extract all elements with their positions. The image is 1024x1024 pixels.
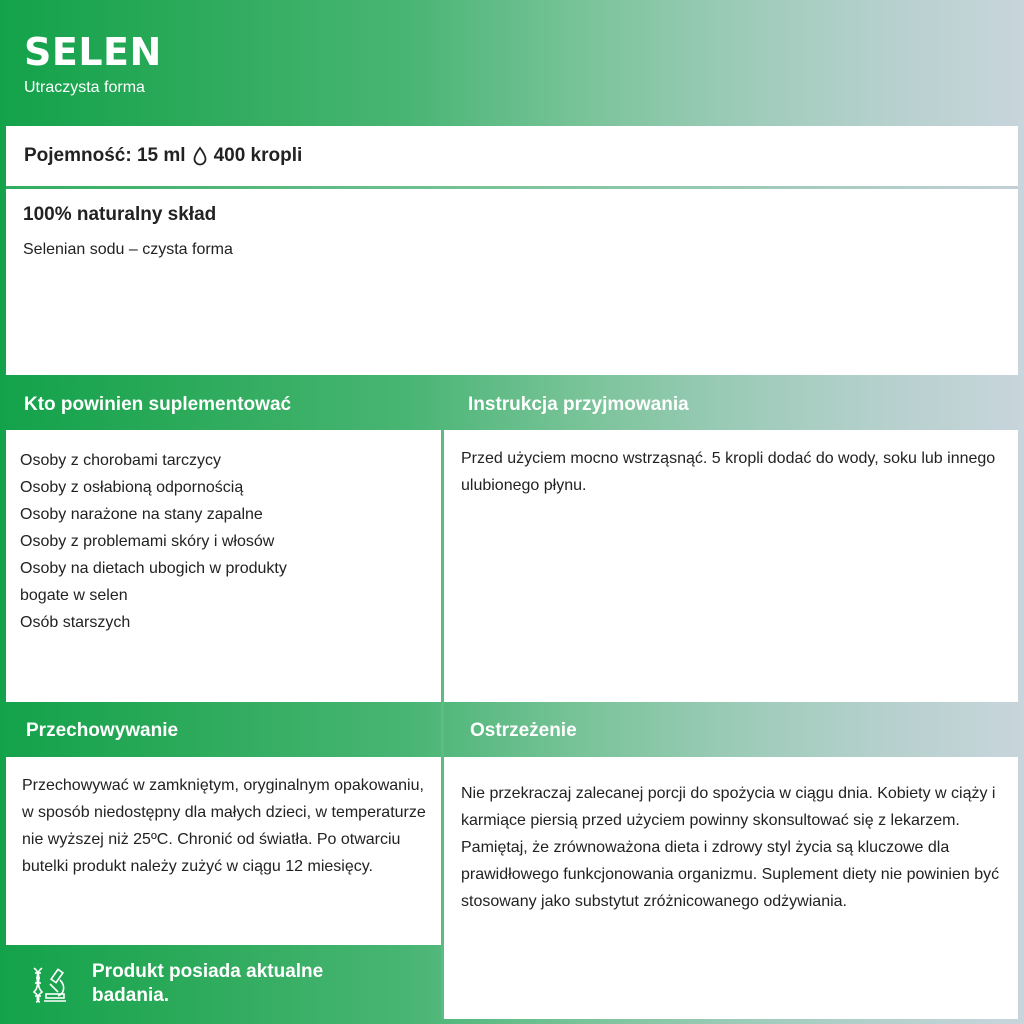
- list-item: Osoby na dietach ubogich w produkty: [20, 560, 287, 577]
- who-box: [6, 430, 441, 702]
- capacity-label: Pojemność: 15 ml: [24, 145, 186, 166]
- storage-text: Przechowywać w zamkniętym, oryginalnym opakowaniu, w sposób niedostępny dla małych dzieci, w temperaturze nie wyższej niż 25ºC. Chronić od światła. Po otwarciu butelki produkt należy zużyć w ciągu 12 miesięcy.: [22, 777, 426, 875]
- drop-icon: [192, 146, 208, 166]
- ingredients-box: [6, 189, 1018, 375]
- ingredients-heading: 100% naturalny skład: [23, 204, 217, 225]
- list-item: Osoby z problemami skóry i włosów: [20, 533, 275, 550]
- who-heading: Kto powinien suplementować: [24, 394, 292, 415]
- ingredients-text: Selenian sodu – czysta forma: [23, 241, 233, 258]
- badge-text: Produkt posiada aktualne badania.: [92, 961, 324, 1006]
- list-item: bogate w selen: [20, 587, 128, 604]
- instructions-heading: Instrukcja przyjmowania: [468, 394, 689, 415]
- storage-box: [6, 757, 441, 945]
- product-subtitle: Utraczysta forma: [24, 79, 145, 96]
- list-item: Osób starszych: [20, 614, 131, 631]
- product-title: SELEN: [24, 30, 162, 74]
- drops-count: 400 kropli: [213, 145, 303, 166]
- warning-text: Nie przekraczaj zalecanej porcji do spożycia w ciągu dnia. Kobiety w ciąży i karmiące piersią przed użyciem powinny skonsultować się z lekarzem. Pamiętaj, że zrównoważona dieta i zdrowy styl życia są kluczowe dla prawidłowego funkcjonowania organizmu. Suplement diety nie powinien być stosowany jako substytut zróżnicowanego odżywiania.: [461, 785, 1000, 910]
- storage-heading: Przechowywanie: [26, 720, 179, 741]
- list-item: Osoby z chorobami tarczycy: [20, 452, 221, 469]
- list-item: Osoby narażone na stany zapalne: [20, 506, 263, 523]
- dna-microscope-icon: [30, 964, 70, 1004]
- instructions-box: [444, 430, 1018, 702]
- warning-heading: Ostrzeżenie: [470, 720, 577, 741]
- capacity-box: [6, 126, 1018, 186]
- warning-box: [444, 757, 1018, 1019]
- list-item: Osoby z osłabioną odpornością: [20, 479, 244, 496]
- column-divider: [441, 430, 444, 1019]
- instructions-text: Przed użyciem mocno wstrząsnąć. 5 kropli dodać do wody, soku lub innego ulubionego płynu.: [461, 450, 996, 494]
- research-badge: [30, 960, 392, 1008]
- who-list: [20, 447, 287, 636]
